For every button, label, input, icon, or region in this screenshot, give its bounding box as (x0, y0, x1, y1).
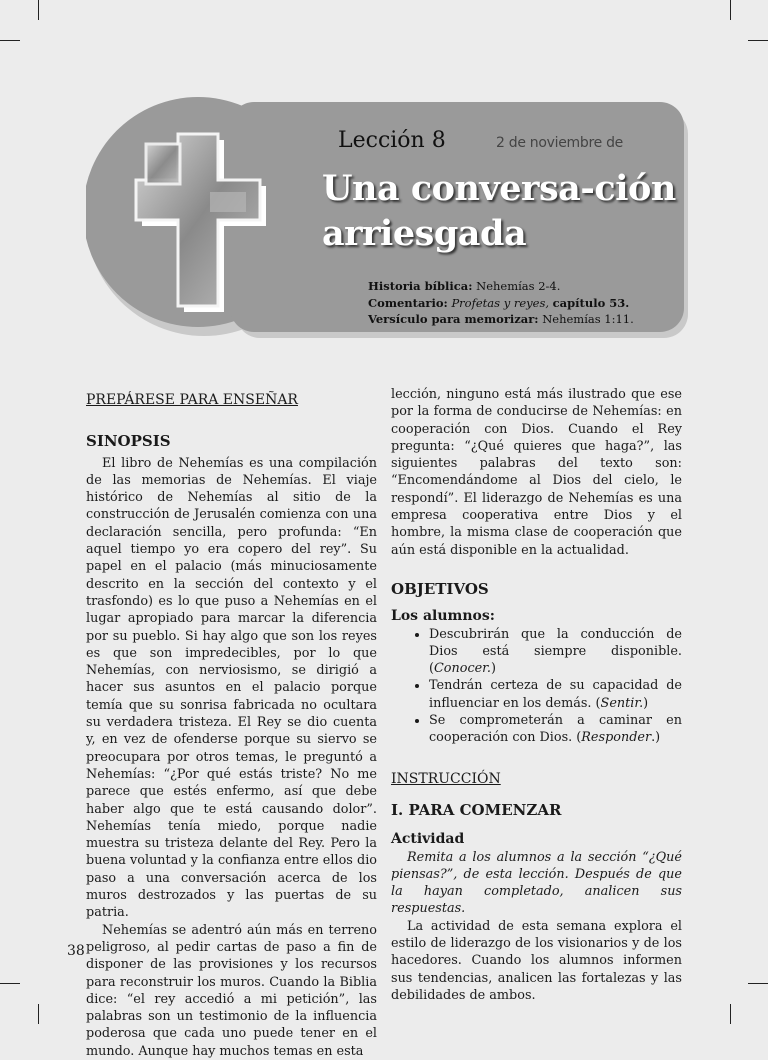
comentario-value: Profetas y reyes, (451, 295, 550, 310)
crop-mark (38, 0, 39, 20)
comenzar-heading: I. PARA COMENZAR (391, 800, 562, 819)
lesson-date: 2 de noviembre de (496, 135, 623, 151)
crop-mark (38, 1004, 39, 1024)
alumnos-heading: Los alumnos: (391, 608, 495, 625)
crop-mark (730, 1004, 731, 1024)
versiculo-value: Nehemías 1:11. (542, 312, 634, 326)
lesson-references (368, 278, 634, 328)
objectives-list (391, 626, 682, 747)
lesson-title: Una conversa-ción arriesgada (322, 168, 676, 254)
historia-label: Historia bíblica: (368, 279, 473, 293)
list-item: • Tendrán certeza de su capacidad de influenciar en los demás. (Sentir.) (429, 677, 682, 712)
section-heading-prepare: PREPÁRESE PARA ENSEÑAR (86, 392, 298, 408)
crop-mark (730, 0, 731, 20)
right-column (391, 386, 682, 1004)
crop-mark (0, 40, 20, 41)
actividad-heading: Actividad (391, 831, 465, 848)
actividad-instructions: Remita a los alumnos a la sección “¿Qué piensas?”, de esta lección. Después de que la hayan completado, analicen sus respuestas. (391, 849, 682, 917)
lesson-header-banner (86, 84, 690, 340)
lesson-number: Lección 8 (338, 128, 446, 153)
sinopsis-paragraph-continued: lección, ninguno está más ilustrado que ese por la forma de conducirse de Nehemías: en cooperación con Dios. Cuando el Rey pregunta: “¿Qué quieres que haga?”, las siguientes palabras del texto son: “Encomendándome al Dios del cielo, le respondí”. El liderazgo de Nehemías es una empresa cooperativa entre Dios y el hombre, la misma clase de cooperación que aún está disponible en la actualidad. (391, 387, 682, 558)
versiculo-label: Versículo para memorizar: (368, 312, 539, 326)
sinopsis-paragraph-1: El libro de Nehemías es una compilación de las memorias de Nehemías. El viaje histórico de Nehemías al sitio de la construcción de Jerusalén comienza con una declaración sencilla, pero profunda: “En aquel tiempo yo era copero del rey”. Su papel en el palacio (más minuciosamente descrito en la sección del contexto y el trasfondo) es lo que puso a Nehemías en el lugar apropiado para marcar la diferencia por su pueblo. Si hay algo que son los reyes es que son impredecibles, por lo que Nehemías, con nerviosismo, se dirigió a hacer sus asuntos en el palacio porque temía que su sonrisa fabricada no ocultara su verdadera tristeza. El Rey se dio cuenta y, en vez de ofenderse porque su siervo se preocupara por otros temas, le preguntó a Nehemías: “¿Por qué estás triste? No me parece que estés enfermo, así que debe haber algo que te está causando dolor”. Nehemías tenía miedo, porque nadie muestra su tristeza delante del Rey. Pero la buena voluntad y la confianza entre ellos dio paso a una conversación acerca de los muros destrozados y las puertas de su patria. (86, 455, 377, 921)
sinopsis-paragraph-2: Nehemías se adentró aún más en terreno peligroso, al pedir cartas de paso a fin de disponer de las provisiones y los recursos para reconstruir los muros. Cuando la Biblia dice: “el rey accedió a mi petición”, las palabras son un testimonio de la influencia poderosa que cada uno puede tener en el mundo. Aunque hay muchos temas en esta (86, 922, 377, 1059)
actividad-paragraph: La actividad de esta semana explora el estilo de liderazgo de los visionarios y de los hacedores. Cuando los alumnos informen sus tendencias, analicen las fortalezas y las debilidades de ambos. (391, 918, 682, 1003)
page-number: 38 (67, 943, 85, 959)
crop-mark (748, 40, 768, 41)
crop-mark (0, 983, 20, 984)
crop-mark (748, 983, 768, 984)
comentario-label: Comentario: (368, 295, 448, 310)
sinopsis-heading: SINOPSIS (86, 432, 171, 451)
list-item: • Descubrirán que la conducción de Dios está siempre disponible. (Conocer.) (429, 626, 682, 678)
list-item: • Se comprometerán a caminar en cooperación con Dios. (Responder.) (429, 712, 682, 747)
objetivos-heading: OBJETIVOS (391, 579, 489, 598)
comentario-chapter: capítulo 53. (552, 295, 630, 310)
left-column (86, 386, 377, 1060)
instruccion-heading: INSTRUCCIÓN (391, 770, 501, 787)
historia-value: Nehemías 2-4. (476, 279, 561, 293)
